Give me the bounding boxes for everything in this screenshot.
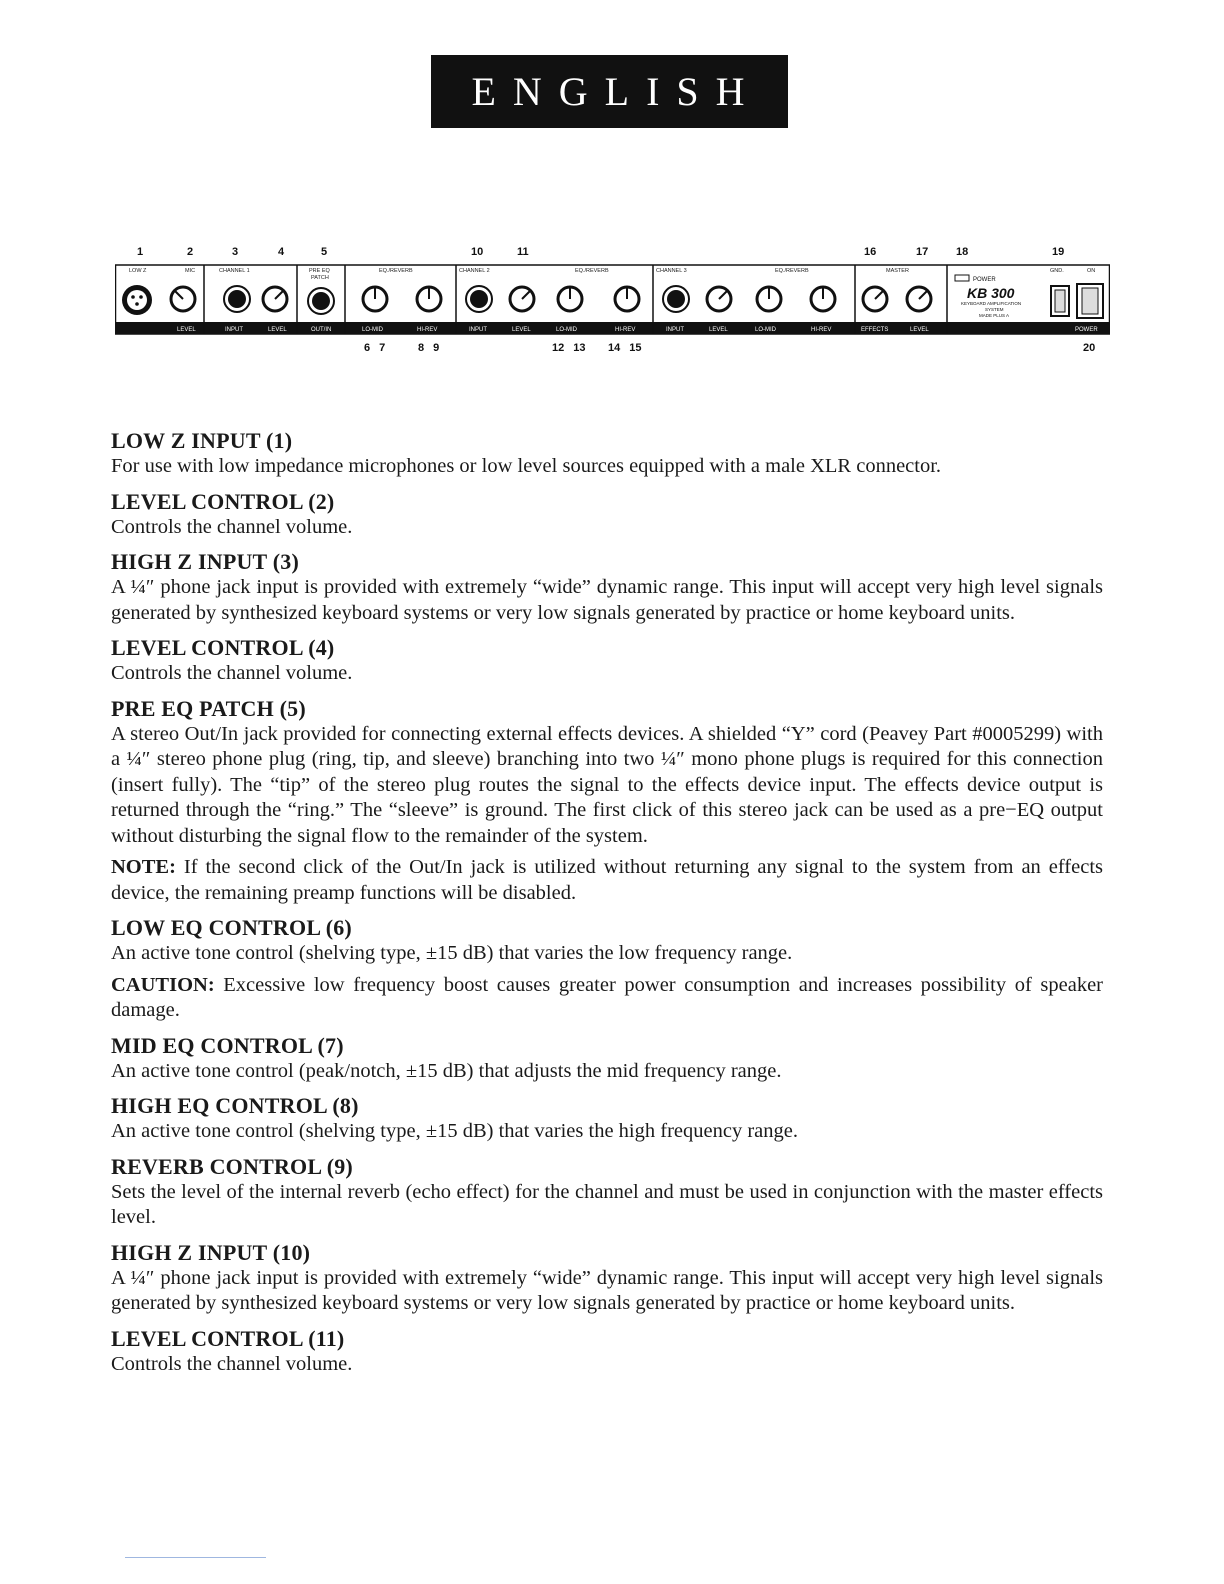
callout-12-13: 12 13	[552, 342, 586, 354]
label-master: MASTER	[886, 268, 909, 274]
callout-2: 2	[187, 246, 194, 258]
label-power-led: POWER	[973, 277, 996, 283]
section-low-eq-control	[111, 915, 1103, 1024]
svg-text:LEVEL: LEVEL	[177, 327, 196, 333]
section-reverb-control	[111, 1154, 1103, 1231]
section-high-z-input-3	[111, 549, 1103, 626]
callout-4: 4	[278, 246, 285, 258]
svg-text:HI-REV: HI-REV	[615, 327, 636, 333]
front-panel-diagram	[115, 240, 1110, 360]
label-patch: PATCH	[311, 275, 329, 281]
note-paragraph	[111, 855, 1103, 906]
section-title: LOW Z INPUT (1)	[111, 428, 293, 453]
section-level-control-11	[111, 1326, 1103, 1378]
section-text: A stereo Out/In jack provided for connecting external effects devices. A shielded “Y” cord (Peavey Part #0005299) with a ¼″ stereo phone plug (ring, tip, and sleeve) branching into two ¼″ mono phone plugs is required for this connection (insert fully). The “tip” of the stereo plug routes the signal to the effects device input. The effects device output is returned through the “ring.” The “sleeve” is ground. The first click of this stereo jack can be used as a pre−EQ output without disturbing the signal flow to the remainder of the system.	[111, 722, 1103, 847]
label-gnd: GND.	[1050, 268, 1064, 274]
callout-17: 17	[916, 246, 929, 258]
xlr-jack	[122, 285, 152, 315]
callout-1: 1	[137, 246, 144, 258]
callout-11: 11	[517, 246, 529, 258]
callout-numbers-top	[115, 246, 1110, 260]
label-eq-reverb-3: EQ./REVERB	[775, 268, 809, 274]
callout-10: 10	[471, 246, 484, 258]
section-title: MID EQ CONTROL (7)	[111, 1032, 344, 1058]
caution-paragraph	[111, 973, 1103, 1024]
svg-text:INPUT: INPUT	[225, 327, 243, 333]
section-level-control-4	[111, 635, 1103, 687]
panel-graphic	[115, 264, 1110, 340]
section-title: REVERB CONTROL (9)	[111, 1153, 353, 1179]
callout-20: 20	[1083, 342, 1096, 354]
section-text: A ¼″ phone jack input is provided with extremely “wide” dynamic range. This input will accept very high level signals generated by synthesized keyboard systems or very low signals generated by practice or home keyboard units.	[111, 1266, 1103, 1314]
footer-rule	[125, 1557, 266, 1558]
descriptions	[111, 428, 1103, 1386]
svg-text:INPUT: INPUT	[469, 327, 487, 333]
label-channel1: CHANNEL 1	[219, 268, 250, 274]
section-text: An active tone control (peak/notch, ±15 dB) that adjusts the mid frequency range.	[111, 1059, 782, 1082]
section-title: HIGH EQ CONTROL (8)	[111, 1093, 359, 1118]
section-title: HIGH Z INPUT (3)	[111, 549, 299, 574]
section-text: Controls the channel volume.	[111, 515, 353, 538]
note-label: NOTE:	[111, 856, 176, 878]
section-title: HIGH Z INPUT (10)	[111, 1239, 311, 1265]
svg-text:LEVEL: LEVEL	[709, 327, 728, 333]
label-eq-reverb-2: EQ./REVERB	[575, 268, 609, 274]
label-channel2: CHANNEL 2	[459, 268, 490, 274]
svg-text:INPUT: INPUT	[666, 327, 684, 333]
page-banner: ENGLISH	[431, 55, 788, 128]
svg-text:HI-REV: HI-REV	[811, 327, 832, 333]
label-pre-eq: PRE EQ	[309, 268, 330, 274]
callout-16: 16	[864, 246, 877, 258]
caution-label: CAUTION:	[111, 973, 215, 996]
svg-text:HI-REV: HI-REV	[417, 327, 438, 333]
section-mid-eq-control	[111, 1033, 1103, 1085]
svg-text:LO-MID: LO-MID	[755, 327, 776, 333]
callout-8-9: 8 9	[418, 342, 440, 354]
label-low-z: LOW Z	[129, 268, 147, 274]
section-text: An active tone control (shelving type, ±15 dB) that varies the low frequency range.	[111, 942, 793, 964]
svg-text:OUT/IN: OUT/IN	[311, 327, 332, 333]
section-low-z-input	[111, 428, 1103, 480]
section-title: PRE EQ PATCH (5)	[111, 695, 306, 721]
svg-text:SYSTEM: SYSTEM	[985, 307, 1004, 312]
label-model-sub: KEYBOARD AMPLIFICATION	[961, 301, 1022, 306]
section-title: LEVEL CONTROL (4)	[111, 635, 335, 660]
section-text: Controls the channel volume.	[111, 1352, 353, 1375]
caution-text: Excessive low frequency boost causes greater power consumption and increases possibility of speaker damage.	[111, 973, 1103, 1021]
section-text: A ¼″ phone jack input is provided with extremely “wide” dynamic range. This input will accept very high level signals generated by synthesized keyboard systems or very low signals generated by practice or home keyboard units.	[111, 576, 1103, 624]
svg-text:LEVEL: LEVEL	[268, 327, 287, 333]
callout-numbers-bottom	[115, 342, 1110, 356]
section-text: An active tone control (shelving type, ±15 dB) that varies the high frequency range.	[111, 1120, 798, 1142]
section-level-control-2	[111, 489, 1103, 541]
callout-18: 18	[956, 246, 969, 258]
callout-19: 19	[1052, 246, 1065, 258]
section-text: Controls the channel volume.	[111, 662, 353, 684]
label-mic: MIC	[185, 268, 196, 274]
svg-text:LEVEL: LEVEL	[512, 327, 531, 333]
section-pre-eq-patch	[111, 696, 1103, 907]
section-title: LEVEL CONTROL (11)	[111, 1325, 345, 1351]
section-text: Sets the level of the internal reverb (echo effect) for the channel and must be used in conjunction with the master effects level.	[111, 1180, 1103, 1228]
label-eq-reverb-1: EQ./REVERB	[379, 268, 413, 274]
callout-5: 5	[321, 246, 328, 258]
label-on: ON	[1087, 268, 1096, 274]
section-high-eq-control	[111, 1093, 1103, 1145]
section-high-z-input-10	[111, 1240, 1103, 1317]
svg-text:POWER: POWER	[1075, 327, 1098, 333]
svg-text:LEVEL: LEVEL	[910, 327, 929, 333]
callout-6-7: 6 7	[364, 342, 386, 354]
callout-3: 3	[232, 246, 239, 258]
svg-text:LO-MID: LO-MID	[556, 327, 577, 333]
note-text: If the second click of the Out/In jack is utilized without returning any signal to the system from an effects device, the remaining preamp functions will be disabled.	[111, 856, 1103, 904]
callout-14-15: 14 15	[608, 342, 642, 354]
svg-text:EFFECTS: EFFECTS	[861, 327, 889, 333]
section-text: For use with low impedance microphones or low level sources equipped with a male XLR connector.	[111, 455, 942, 477]
section-title: LEVEL CONTROL (2)	[111, 488, 335, 514]
svg-text:MADE PLUS A: MADE PLUS A	[979, 313, 1010, 318]
label-model: KB 300	[967, 285, 1015, 301]
section-title: LOW EQ CONTROL (6)	[111, 915, 352, 940]
svg-text:LO-MID: LO-MID	[362, 327, 383, 333]
label-channel3: CHANNEL 3	[656, 268, 687, 274]
